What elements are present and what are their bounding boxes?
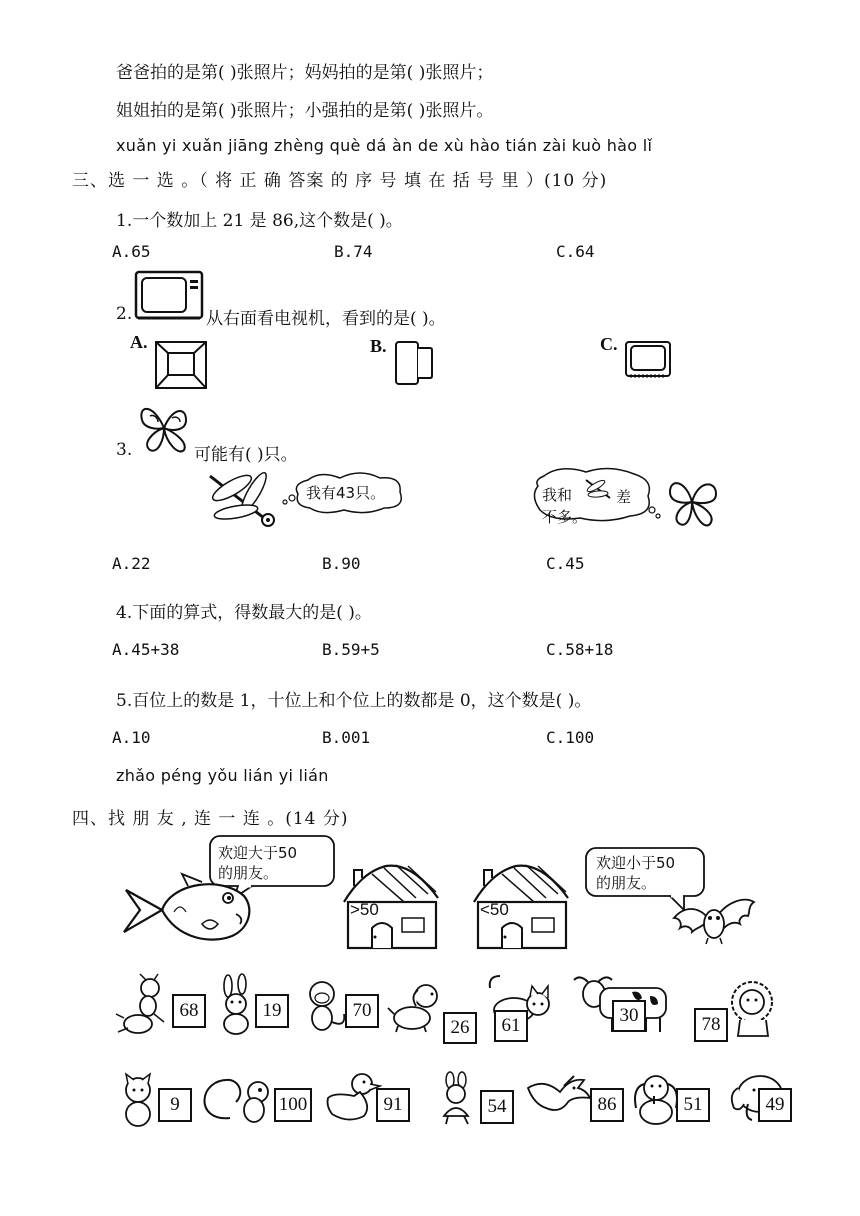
small-dragonfly-icon [584,478,614,502]
section4-heading: 四、找 朋 友 , 连 一 连 。(14 分) [72,809,349,829]
q1-option-c: C.64 [556,242,595,261]
q4-option-b: B.59+5 [322,640,380,659]
butterfly-right-icon [664,474,722,530]
q5-option-c: C.100 [546,728,595,747]
q5-option-b: B.001 [322,728,371,747]
number-box-row2-7: 49 [758,1088,792,1122]
bunny-girl-icon [434,1072,480,1126]
number-box-row2-1: 9 [158,1088,192,1122]
tv-front-small-icon [624,340,674,382]
dragonfly-icon [206,474,288,530]
q2-option-a-label: A. [130,332,148,352]
bubble-right-line1: 欢迎小于50 [596,854,676,872]
bird-icon [524,1074,594,1120]
q3-option-a: A.22 [112,554,151,573]
q3-option-b: B.90 [322,554,361,573]
bat-icon [670,888,756,946]
number-box-row1-7: 78 [694,1008,728,1042]
rabbit-icon [214,974,258,1036]
q3-option-c: C.45 [546,554,585,573]
ant-icon [114,974,176,1036]
bubble-right-line2: 的朋友。 [596,874,657,892]
q2-option-b-label: B. [370,336,387,356]
q3-number: 3. [116,440,133,460]
q1-option-b: B.74 [334,242,373,261]
house-left-label: >50 [350,900,379,919]
number-box-row1-2: 19 [255,994,289,1028]
q4-option-a: A.45+38 [112,640,180,659]
bubble-compare-word: 差 [616,488,632,506]
q1-option-a: A.65 [112,242,151,261]
fish-icon [122,872,254,948]
number-box-row2-4: 54 [480,1090,514,1124]
q3-stem: 可能有( )只。 [194,445,298,465]
q4-stem: 4.下面的算式，得数最大的是( )。 [116,603,372,623]
number-box-row1-1: 68 [172,994,206,1028]
butterfly-icon [136,398,196,456]
number-box-row1-3: 70 [345,994,379,1028]
tv-icon [134,270,206,324]
number-box-row1-5: 61 [494,1010,528,1042]
photo-question-line-1: 爸爸拍的是第( )张照片；妈妈拍的是第( )张照片； [116,63,494,83]
photo-question-line-2: 姐姐拍的是第( )张照片；小强拍的是第( )张照片。 [116,101,494,121]
number-box-row1-6: 30 [612,1000,646,1032]
q2-stem: 从右面看电视机，看到的是( )。 [206,309,446,329]
squirrel-icon [200,1074,278,1124]
q4-option-c: C.58+18 [546,640,614,659]
bubble-43-text: 我有43只。 [306,484,386,502]
q5-option-a: A.10 [112,728,151,747]
bubble-compare-line2: 不多。 [542,508,588,526]
duck-icon [324,1072,380,1124]
number-box-row2-3: 91 [376,1088,410,1122]
lion-icon [722,980,784,1038]
bubble-left-line2: 的朋友。 [218,864,279,882]
number-box-row2-6: 51 [676,1088,710,1122]
house-right-label: <50 [480,900,509,919]
section3-heading: 三、选 一 选 。（ 将 正 确 答案 的 序 号 填 在 括 号 里 ）(10 分) [72,171,608,191]
q2-number: 2. [116,304,133,324]
bubble-compare-line1: 我和 [542,486,573,504]
section3-pinyin: xuǎn yi xuǎn jiāng zhèng què dá àn de xù hào tián zài kuò hào lǐ [116,136,653,155]
q5-stem: 5.百位上的数是 1，十位上和个位上的数都是 0，这个数是( )。 [116,691,592,711]
bubble-left-line1: 欢迎大于50 [218,844,298,862]
number-box-row2-2: 100 [274,1088,312,1122]
dog-icon [388,982,444,1034]
section4-pinyin: zhǎo péng yǒu lián yi lián [116,766,329,785]
tv-side-view-icon [394,340,438,388]
tv-front-view-icon [154,340,208,390]
number-box-row2-5: 86 [590,1088,624,1122]
q2-option-c-label: C. [600,334,618,354]
number-box-row1-4: 26 [443,1012,477,1044]
q1-stem: 1.一个数加上 21 是 86,这个数是( )。 [116,211,403,231]
